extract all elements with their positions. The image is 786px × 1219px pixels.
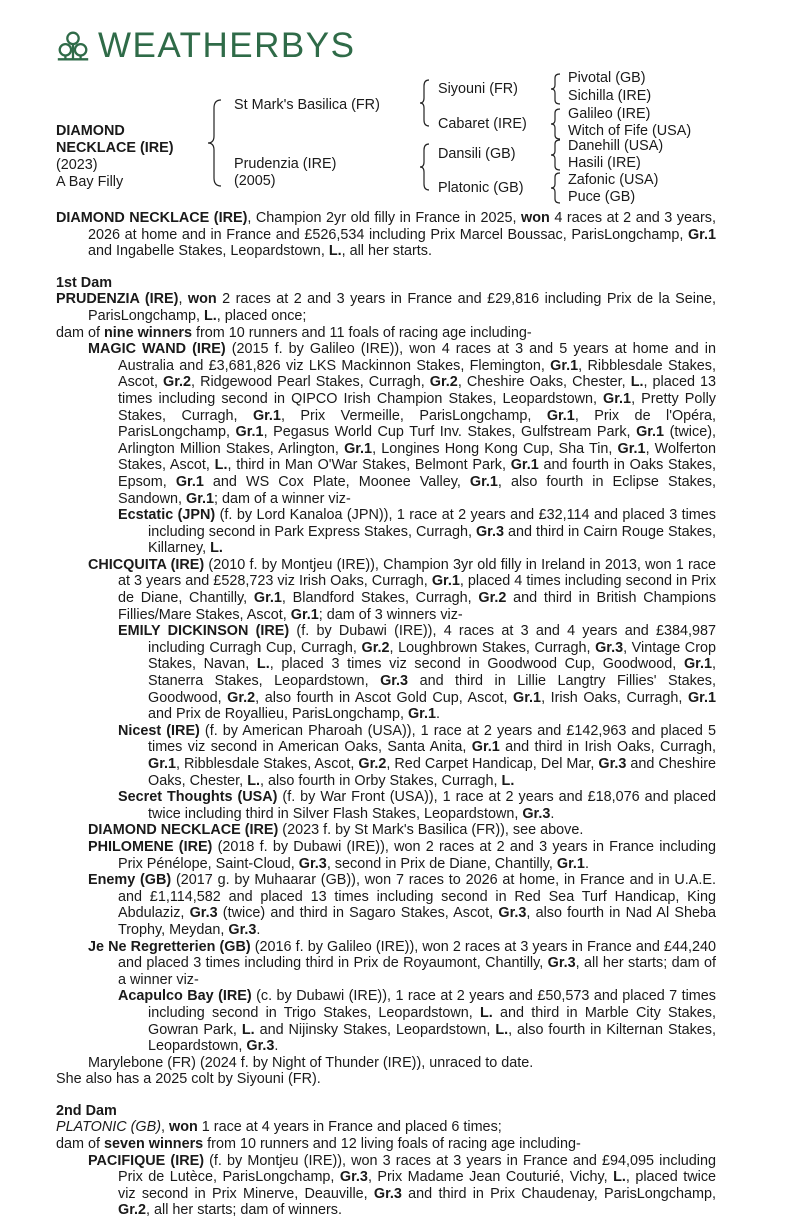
- produce-entry: Nicest (IRE) (f. by American Pharoah (USA)), 1 race at 2 years and £142,963 and placed 5 times viz second in American Oaks, Santa Anita, Gr.1 and third in Irish Oaks, Curragh, Gr.1, Ribblesdale Stakes, Ascot, Gr.2, Red Carpet Handicap, Del Mar, Gr.3 and Cheshire Oaks, Chester, L., also fourth in Orby Stakes, Curragh, L.: [118, 722, 717, 789]
- horse-name: DIAMOND NECKLACE (IRE): [56, 210, 248, 226]
- g4-6: Hasili (IRE): [568, 155, 641, 171]
- produce-entry: MAGIC WAND (IRE) (2015 f. by Galileo (IRE)), won 4 races at 3 and 5 years at home and in Australia and £3,681,826 viz LKS Mackinnon Stakes, Flemington, Gr.1, Ribblesdale Stakes, Ascot, Gr.2, Ridgewood Pearl Stakes, Curragh, Gr.2, Cheshire Oaks, Chester, L., placed 13 times including second in QIPCO Irish Champion Stakes, Leopardstown, Gr.1, Pretty Polly Stakes, Curragh, Gr.1, Prix Vermeille, ParisLongchamp, Gr.1, Prix de l'Opéra, ParisLongchamp, Gr.1, Pegasus World Cup Turf Inv. Stakes, Gulfstream Park, Gr.1 (twice), Arlington Million Stakes, Arlington, Gr.1, Longines Hong Kong Cup, Sha Tin, Gr.1, Wolferton Stakes, Ascot, L., third in Man O'War Stakes, Belmont Park, Gr.1 and fourth in Oaks Stakes, Epsom, Gr.1 and WS Cox Plate, Moonee Valley, Gr.1, also fourth in Eclipse Stakes, Sandown, Gr.1; dam of a winner viz-: [88, 341, 717, 507]
- first-dam-heading: 1st Dam: [56, 274, 112, 291]
- logo-wordmark: WEATHERBYS: [98, 26, 356, 65]
- subject-name-line2: NECKLACE (IRE): [56, 140, 174, 156]
- produce-entry: Marylebone (FR) (2024 f. by Night of Thunder (IRE)), unraced to date.: [88, 1054, 534, 1071]
- produce-entry: Enemy (GB) (2017 g. by Muhaarar (GB)), won 7 races to 2026 at home, in France and in U.A.E. and £1,114,582 and placed 13 times including second in Red Sea Turf Handicap, King Abdulaziz, Gr.3 (twice) and third in Sagaro Stakes, Ascot, Gr.3, also fourth in Nad Al Sheba Trophy, Meydan, Gr.3.: [88, 872, 716, 938]
- colt-note: She also has a 2025 colt by Siyouni (FR).: [56, 1071, 321, 1088]
- brace-icon: [206, 98, 226, 188]
- subject-description: A Bay Filly: [56, 174, 124, 190]
- brace-icon: [550, 138, 562, 172]
- second-dam-produce-line: dam of seven winners from 10 runners and 12 living foals of racing age including-: [56, 1136, 581, 1153]
- sire: St Mark's Basilica (FR): [234, 97, 380, 113]
- summary-paragraph: DIAMOND NECKLACE (IRE), Champion 2yr old filly in France in 2025, won 4 races at 2 and 3 years, 2026 at home and in France and £526,534 including Prix Marcel Boussac, ParisLongchamp, Gr.1 and Ingabelle Stakes, Leopardstown, L., all her starts.: [56, 210, 716, 260]
- pedigree-tree: [56, 70, 756, 205]
- produce-entry: Je Ne Regretterien (GB) (2016 f. by Galileo (IRE)), won 2 races at 3 years in France and £44,240 and placed 3 times including third in Prix de Royaumont, Chantilly, Gr.3, all her starts; dam of a winner viz-: [88, 938, 716, 988]
- second-dam-paragraph: PLATONIC (GB), won 1 race at 4 years in France and placed 6 times;: [56, 1119, 502, 1136]
- first-dam-produce-line: dam of nine winners from 10 runners and 11 foals of racing age including-: [56, 324, 532, 341]
- dam-dam: Platonic (GB): [438, 180, 524, 196]
- produce-entry: PACIFIQUE (IRE) (f. by Montjeu (IRE)), won 3 races at 3 years in France and £94,095 including Prix de Lutèce, ParisLongchamp, Gr.3, Prix Madame Jean Couturié, Vichy, L., placed twice viz second in Prix Minerve, Deauville, Gr.3 and third in Prix Chaudenay, ParisLongchamp, Gr.2, all her starts; dam of winners.: [88, 1152, 717, 1219]
- brace-icon: [418, 78, 432, 128]
- produce-entry: Ecstatic (JPN) (f. by Lord Kanaloa (JPN)), 1 race at 2 years and £32,114 and placed 3 times including second in Park Express Stakes, Curragh, Gr.3 and third in Cairn Rouge Stakes, Killarney, L.: [118, 507, 717, 557]
- subject-year: (2023): [56, 157, 98, 173]
- first-dam-paragraph: PRUDENZIA (IRE), won 2 races at 2 and 3 years in France and £29,816 including Prix de la Seine, ParisLongchamp, L., placed once;: [56, 291, 716, 324]
- dam-sire: Dansili (GB): [438, 146, 516, 162]
- sire-dam: Cabaret (IRE): [438, 116, 527, 132]
- g4-7: Zafonic (USA): [568, 172, 659, 188]
- g4-3: Galileo (IRE): [568, 106, 651, 122]
- brace-icon: [550, 171, 562, 205]
- g4-1: Pivotal (GB): [568, 70, 646, 86]
- dam: Prudenzia (IRE): [234, 156, 337, 172]
- produce-entry: DIAMOND NECKLACE (IRE) (2023 f. by St Mark's Basilica (FR)), see above.: [88, 822, 584, 839]
- subject-name-line1: DIAMOND: [56, 123, 125, 139]
- catalogue-page: [56, 210, 716, 1219]
- produce-entry: PHILOMENE (IRE) (2018 f. by Dubawi (IRE)), won 2 races at 2 and 3 years in France including Prix Pénélope, Saint-Cloud, Gr.3, second in Prix de Diane, Chantilly, Gr.1.: [88, 838, 717, 872]
- brace-icon: [550, 72, 562, 106]
- g4-2: Sichilla (IRE): [568, 88, 652, 104]
- weatherbys-logo-icon: [54, 27, 92, 65]
- brace-icon: [550, 107, 562, 141]
- second-dam-heading: 2nd Dam: [56, 1102, 117, 1119]
- g4-5: Danehill (USA): [568, 138, 664, 154]
- produce-entry: CHICQUITA (IRE) (2010 f. by Montjeu (IRE)), Champion 3yr old filly in Ireland in 2013, won 1 race at 3 years and £528,723 viz Irish Oaks, Curragh, Gr.1, placed 4 times including second in Prix de Diane, Chantilly, Gr.1, Blandford Stakes, Curragh, Gr.2 and third in British Champions Fillies/Mare Stakes, Ascot, Gr.1; dam of 3 winners viz-: [88, 556, 717, 623]
- sire-sire: Siyouni (FR): [438, 81, 518, 97]
- g4-4: Witch of Fife (USA): [568, 123, 692, 139]
- produce-entry: Secret Thoughts (USA) (f. by War Front (USA)), 1 race at 2 years and £18,076 and placed twice including third in Silver Flash Stakes, Leopardstown, Gr.3.: [118, 789, 716, 822]
- produce-entry: Acapulco Bay (IRE) (c. by Dubawi (IRE)), 1 race at 2 years and £50,573 and placed 7 times including second in Trigo Stakes, Leopardstown, L. and third in Marble City Stakes, Gowran Park, L. and Nijinsky Stakes, Leopardstown, L., also fourth in Kilternan Stakes, Leopardstown, Gr.3.: [118, 988, 716, 1055]
- dam-year: (2005): [234, 173, 276, 189]
- weatherbys-logo: [54, 26, 355, 66]
- produce-entry: EMILY DICKINSON (IRE) (f. by Dubawi (IRE)), 4 races at 3 and 4 years and £384,987 including Curragh Cup, Curragh, Gr.2, Loughbrown Stakes, Curragh, Gr.3, Vintage Crop Stakes, Navan, L., placed 3 times viz second in Goodwood Cup, Goodwood, Gr.1, Stanerra Stakes, Leopardstown, Gr.3 and third in Lillie Langtry Fillies' Stakes, Goodwood, Gr.2, also fourth in Ascot Gold Cup, Ascot, Gr.1, Irish Oaks, Curragh, Gr.1 and Prix de Royallieu, ParisLongchamp, Gr.1.: [118, 623, 716, 723]
- g4-8: Puce (GB): [568, 189, 636, 205]
- brace-icon: [418, 142, 432, 192]
